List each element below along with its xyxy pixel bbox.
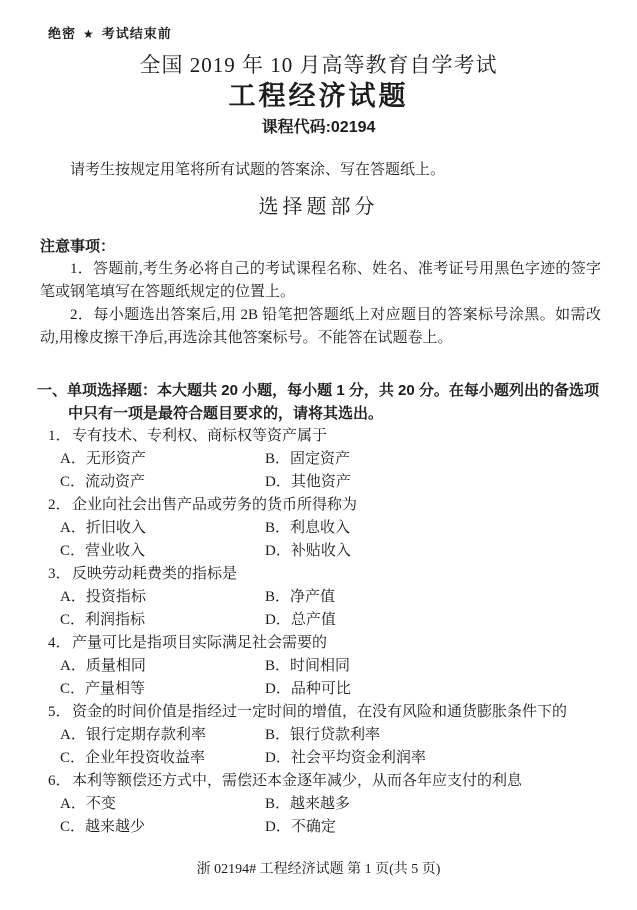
question-stem — [48, 425, 607, 448]
option-c: C．企业年投资收益率 — [60, 750, 206, 766]
option-b: B．利息收入 — [265, 520, 351, 536]
question-5 — [48, 701, 607, 770]
page-footer: 浙 02194# 工程经济试题 第 1 页(共 5 页) — [196, 862, 441, 877]
option-b: B．固定资产 — [265, 451, 351, 467]
notes-heading: 注意事项： — [40, 238, 116, 255]
part1-heading — [37, 379, 599, 425]
classification-banner — [48, 26, 637, 42]
option-d: D．品种可比 — [265, 681, 351, 697]
exam-session-title: 全国 2019 年 10 月高等教育自学考试 — [139, 53, 498, 77]
question-text: 资金的时间价值是指经过一定时间的增值，在没有风险和通货膨胀条件下的 — [72, 704, 568, 720]
option-d: D．不确定 — [265, 819, 336, 835]
section-title: 选择题部分 — [258, 196, 379, 218]
star-icon: ★ — [83, 27, 95, 41]
option-b: B．时间相同 — [265, 658, 351, 674]
paper-title: 工程经济试题 — [228, 81, 409, 111]
question-options — [60, 724, 607, 770]
option-c: C．流动资产 — [60, 474, 146, 490]
question-2 — [48, 494, 607, 563]
option-d: D．社会平均资金利润率 — [265, 750, 426, 766]
question-number: 6． — [48, 773, 71, 789]
question-options — [60, 448, 607, 494]
question-options — [60, 655, 607, 701]
option-c: C．利润指标 — [60, 612, 146, 628]
option-b: B．银行贷款利率 — [265, 727, 381, 743]
exam-timing-label: 考试结束前 — [101, 26, 172, 41]
option-a: A．质量相同 — [60, 658, 146, 674]
option-a: A．不变 — [60, 796, 116, 812]
question-stem — [48, 632, 607, 655]
option-d: D．总产值 — [265, 612, 336, 628]
option-d: D．补贴收入 — [265, 543, 351, 559]
question-number: 4． — [48, 635, 71, 651]
question-text: 企业向社会出售产品或劳务的货币所得称为 — [72, 497, 358, 513]
question-text: 本利等额偿还方式中，需偿还本金逐年减少，从而各年应支付的利息 — [72, 773, 523, 789]
question-options — [60, 517, 607, 563]
note-item-1: 1．答题前,考生务必将自己的考试课程名称、姓名、准考证号用黑色字迹的签字笔或钢笔填写在答题纸规定的位置上。 — [40, 261, 601, 300]
part1-heading-marker: 一、 — [37, 382, 68, 399]
option-d: D．其他资产 — [265, 474, 351, 490]
option-b: B．越来越多 — [265, 796, 351, 812]
note-item-2: 2．每小题选出答案后,用 2B 铅笔把答题纸上对应题目的答案标号涂黑。如需改动,用橡皮擦干净后,再选涂其他答案标号。不能答在试题卷上。 — [40, 307, 601, 346]
question-options — [60, 586, 607, 632]
question-number: 2． — [48, 497, 71, 513]
question-stem — [48, 563, 607, 586]
question-options — [60, 793, 607, 839]
question-number: 3． — [48, 566, 71, 582]
option-c: C．产量相等 — [60, 681, 146, 697]
option-a: A．投资指标 — [60, 589, 146, 605]
option-a: A．折旧收入 — [60, 520, 146, 536]
question-6 — [48, 770, 607, 839]
secrecy-label: 绝密 — [48, 26, 77, 41]
question-number: 5． — [48, 704, 71, 720]
question-stem — [48, 770, 607, 793]
question-stem — [48, 701, 607, 724]
course-code: 课程代码:02194 — [261, 119, 376, 136]
option-a: A．银行定期存款利率 — [60, 727, 206, 743]
question-text: 反映劳动耗费类的指标是 — [72, 566, 238, 582]
option-b: B．净产值 — [265, 589, 336, 605]
question-text: 产量可比是指项目实际满足社会需要的 — [72, 635, 328, 651]
question-text: 专有技术、专利权、商标权等资产属于 — [72, 428, 328, 444]
question-stem — [48, 494, 607, 517]
question-number: 1． — [48, 428, 71, 444]
option-a: A．无形资产 — [60, 451, 146, 467]
question-4 — [48, 632, 607, 701]
question-1 — [48, 425, 607, 494]
option-c: C．营业收入 — [60, 543, 146, 559]
answer-instruction: 请考生按规定用笔将所有试题的答案涂、写在答题纸上。 — [70, 162, 446, 178]
question-3 — [48, 563, 607, 632]
part1-heading-text: 单项选择题：本大题共 20 小题，每小题 1 分，共 20 分。在每小题列出的备选项中只有一项是最符合题目要求的，请将其选出。 — [67, 382, 599, 422]
option-c: C．越来越少 — [60, 819, 146, 835]
